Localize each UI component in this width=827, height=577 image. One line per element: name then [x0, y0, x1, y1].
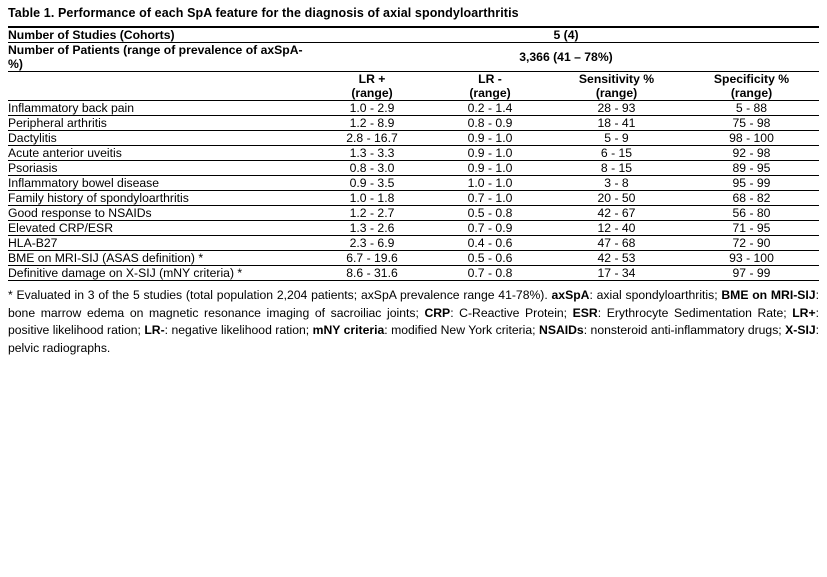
- row-sensitivity: 5 - 9: [549, 131, 684, 146]
- row-sensitivity: 47 - 68: [549, 236, 684, 251]
- row-feature: Inflammatory bowel disease: [8, 176, 313, 191]
- header-sensitivity: Sensitivity %: [549, 72, 684, 87]
- table-row: [8, 251, 819, 266]
- header-lr-plus: LR +: [313, 72, 431, 87]
- row-lr-minus: 0.5 - 0.8: [431, 206, 549, 221]
- row-sensitivity: 8 - 15: [549, 161, 684, 176]
- row-specificity: 92 - 98: [684, 146, 819, 161]
- footnote-term: CRP: [424, 305, 451, 320]
- footnote-term: X-SIJ: [785, 323, 816, 337]
- row-lr-minus: 0.8 - 0.9: [431, 116, 549, 131]
- page-title: Table 1. Performance of each SpA feature for the diagnosis of axial spondyloarthritis: [8, 6, 519, 20]
- row-sensitivity: 12 - 40: [549, 221, 684, 236]
- row-feature: Dactylitis: [8, 131, 313, 146]
- footnote-text: : axial spondyloarthritis;: [589, 288, 722, 302]
- footnote-text: : pelvic radiographs.: [8, 323, 820, 355]
- row-lr-minus: 0.2 - 1.4: [431, 101, 549, 116]
- row-specificity: 98 - 100: [684, 131, 819, 146]
- row-lr-plus: 1.2 - 8.9: [313, 116, 431, 131]
- footnote-term: LR+: [792, 305, 816, 320]
- row-lr-plus: 1.3 - 2.6: [313, 221, 431, 236]
- footnote-text: : negative likelihood ration;: [164, 323, 313, 337]
- footnote-text: : bone marrow edema on magnetic resonance imaging of sacroiliac joints;: [8, 288, 819, 320]
- row-lr-plus: 1.0 - 2.9: [313, 101, 431, 116]
- row-feature: Acute anterior uveitis: [8, 146, 313, 161]
- row-lr-plus: 2.8 - 16.7: [313, 131, 431, 146]
- table-row: [8, 116, 819, 131]
- table-row: [8, 176, 819, 191]
- header-sub-sensitivity: (range): [595, 86, 638, 100]
- row-lr-minus: 0.9 - 1.0: [431, 161, 549, 176]
- footnote-term: LR-: [144, 323, 165, 337]
- footnote-text: : nonsteroid anti-inflammatory drugs;: [583, 323, 786, 337]
- row-lr-plus: 1.3 - 3.3: [313, 146, 431, 161]
- footnote-text: : positive likelihood ration;: [8, 305, 819, 337]
- footnote-term: NSAIDs: [539, 323, 584, 337]
- table-row: [8, 221, 819, 236]
- footnote-term: ESR: [572, 305, 598, 320]
- header-specificity: Specificity %: [684, 72, 819, 87]
- footnote-text: : C-Reactive Protein;: [450, 305, 573, 320]
- row-lr-plus: 6.7 - 19.6: [313, 251, 431, 266]
- row-feature: Psoriasis: [8, 161, 313, 176]
- summary-value-patients: 3,366 (41 – 78%): [313, 43, 819, 72]
- row-specificity: 72 - 90: [684, 236, 819, 251]
- row-lr-minus: 0.5 - 0.6: [431, 251, 549, 266]
- table-row: [8, 236, 819, 251]
- summary-row-studies: [8, 27, 819, 43]
- row-sensitivity: 42 - 67: [549, 206, 684, 221]
- header-row-sub: [8, 86, 819, 101]
- table-row: [8, 266, 819, 281]
- header-sub-blank: [8, 86, 313, 101]
- table-row: [8, 101, 819, 116]
- footnote-term: mNY criteria: [312, 323, 385, 337]
- row-specificity: 5 - 88: [684, 101, 819, 116]
- row-specificity: 75 - 98: [684, 116, 819, 131]
- row-lr-minus: 0.7 - 0.8: [431, 266, 549, 281]
- table-row: [8, 161, 819, 176]
- row-lr-minus: 0.9 - 1.0: [431, 146, 549, 161]
- header-sub-lr-minus: (range): [469, 86, 511, 100]
- row-specificity: 95 - 99: [684, 176, 819, 191]
- table-row: [8, 191, 819, 206]
- footnote-text: : modified New York criteria;: [384, 323, 540, 337]
- table-body: [8, 27, 819, 281]
- row-sensitivity: 6 - 15: [549, 146, 684, 161]
- summary-label-patients: Number of Patients (range of prevalence of axSpA-%): [8, 43, 313, 72]
- row-specificity: 93 - 100: [684, 251, 819, 266]
- row-specificity: 89 - 95: [684, 161, 819, 176]
- row-lr-minus: 0.7 - 0.9: [431, 221, 549, 236]
- row-sensitivity: 42 - 53: [549, 251, 684, 266]
- row-feature: BME on MRI-SIJ (ASAS definition) *: [8, 251, 313, 266]
- summary-label-studies: Number of Studies (Cohorts): [8, 27, 313, 43]
- row-lr-minus: 0.7 - 1.0: [431, 191, 549, 206]
- header-sub-lr-plus: (range): [351, 86, 393, 100]
- table-row: [8, 146, 819, 161]
- row-lr-minus: 0.4 - 0.6: [431, 236, 549, 251]
- header-row-main: [8, 72, 819, 87]
- row-lr-plus: 1.0 - 1.8: [313, 191, 431, 206]
- row-feature: Peripheral arthritis: [8, 116, 313, 131]
- row-feature: HLA-B27: [8, 236, 313, 251]
- summary-row-patients: [8, 43, 819, 72]
- spa-feature-table: [8, 26, 819, 281]
- row-feature: Definitive damage on X-SIJ (mNY criteria) *: [8, 266, 313, 281]
- row-feature: Inflammatory back pain: [8, 101, 313, 116]
- footnote-text: : Erythrocyte Sedimentation Rate;: [597, 305, 793, 320]
- row-lr-plus: 0.8 - 3.0: [313, 161, 431, 176]
- header-blank: [8, 72, 313, 87]
- row-sensitivity: 3 - 8: [549, 176, 684, 191]
- table-footnote: [8, 281, 819, 357]
- row-sensitivity: 20 - 50: [549, 191, 684, 206]
- row-lr-minus: 0.9 - 1.0: [431, 131, 549, 146]
- row-sensitivity: 17 - 34: [549, 266, 684, 281]
- table-row: [8, 131, 819, 146]
- row-sensitivity: 18 - 41: [549, 116, 684, 131]
- row-lr-minus: 1.0 - 1.0: [431, 176, 549, 191]
- row-specificity: 56 - 80: [684, 206, 819, 221]
- row-lr-plus: 1.2 - 2.7: [313, 206, 431, 221]
- row-specificity: 68 - 82: [684, 191, 819, 206]
- header-sub-specificity: (range): [730, 86, 773, 100]
- header-lr-minus: LR -: [431, 72, 549, 87]
- row-lr-plus: 8.6 - 31.6: [313, 266, 431, 281]
- footnote-term: BME on MRI-SIJ: [721, 288, 816, 302]
- row-lr-plus: 0.9 - 3.5: [313, 176, 431, 191]
- row-feature: Good response to NSAIDs: [8, 206, 313, 221]
- row-lr-plus: 2.3 - 6.9: [313, 236, 431, 251]
- table-row: [8, 206, 819, 221]
- row-sensitivity: 28 - 93: [549, 101, 684, 116]
- row-feature: Elevated CRP/ESR: [8, 221, 313, 236]
- row-feature: Family history of spondyloarthritis: [8, 191, 313, 206]
- row-specificity: 71 - 95: [684, 221, 819, 236]
- row-specificity: 97 - 99: [684, 266, 819, 281]
- footnote-text: * Evaluated in 3 of the 5 studies (total population 2,204 patients; axSpA prevalence range 41-78%).: [8, 288, 552, 302]
- footnote-term: axSpA: [551, 288, 590, 302]
- summary-value-studies: 5 (4): [313, 27, 819, 43]
